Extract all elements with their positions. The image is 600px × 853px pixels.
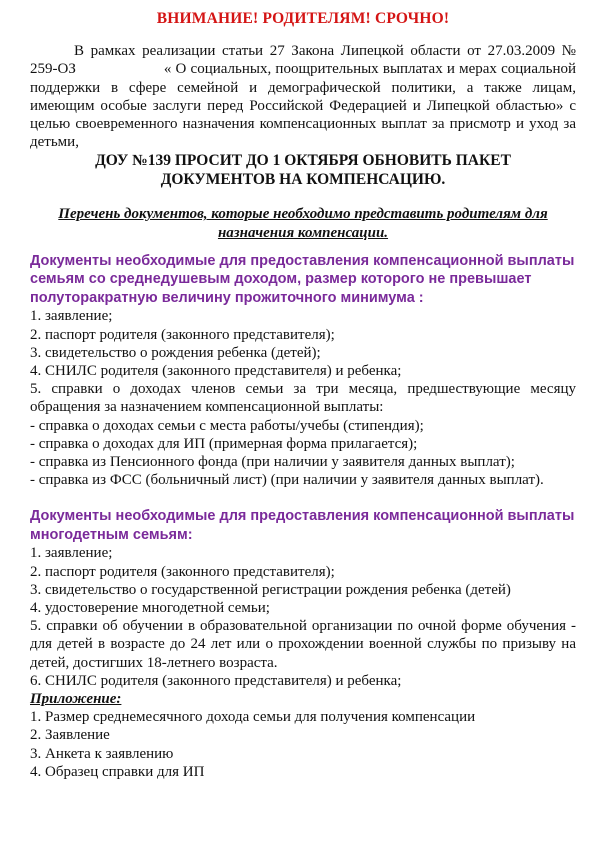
section2-list bbox=[30, 544, 576, 690]
list-item: 1. заявление; bbox=[30, 545, 113, 562]
headline-line2: ДОКУМЕНТОВ НА КОМПЕНСАЦИЮ. bbox=[160, 171, 446, 189]
annex-list bbox=[30, 708, 576, 781]
list-item: 4. Образец справки для ИП bbox=[30, 763, 205, 780]
list-item: 5. справки о доходах членов семьи за три месяца, предшествующие месяцу обращения за назначением компенсационной выплаты: bbox=[30, 381, 576, 416]
annex-title: Приложение: bbox=[30, 690, 122, 707]
documents-list-title: Перечень документов, которые необходимо представить родителям для назначения компенсации. bbox=[58, 206, 548, 241]
list-item: 2. паспорт родителя (законного представителя); bbox=[30, 326, 335, 343]
list-item: - справка из Пенсионного фонда (при наличии у заявителя данных выплат); bbox=[30, 453, 515, 470]
list-item: 3. свидетельство о рождения ребенка (детей); bbox=[30, 344, 321, 361]
section1-list bbox=[30, 307, 576, 489]
headline bbox=[30, 151, 576, 189]
list-item: 1. заявление; bbox=[30, 308, 113, 325]
headline-line1: ДОУ №139 ПРОСИТ ДО 1 ОКТЯБРЯ ОБНОВИТЬ ПАКЕТ bbox=[95, 152, 511, 170]
list-item: 5. справки об обучении в образовательной организации по очной форме обучения - для детей в возрасте до 24 лет или о прохождении военной службы по призыву на детей, достигших 18-летнего возраста. bbox=[30, 618, 576, 671]
list-item: - справка о доходах семьи с места работы/учебы (стипендия); bbox=[30, 417, 424, 434]
list-item: - справка из ФСС (больничный лист) (при наличии у заявителя данных выплат). bbox=[30, 472, 544, 489]
section2-heading: Документы необходимые для предоставления компенсационной выплаты многодетным семьям: bbox=[30, 508, 575, 543]
list-item: 4. СНИЛС родителя (законного представителя) и ребенка; bbox=[30, 362, 402, 379]
list-item: 3. Анкета к заявлению bbox=[30, 745, 174, 762]
section1-heading: Документы необходимые для предоставления компенсационной выплаты семьям со среднедушевым доходом, размер которого не превышает полуторакратную величину прожиточного минимума : bbox=[30, 252, 575, 306]
list-item: 2. Заявление bbox=[30, 727, 110, 744]
list-item: 2. паспорт родителя (законного представителя); bbox=[30, 563, 335, 580]
list-item: 1. Размер среднемесячного дохода семьи для получения компенсации bbox=[30, 709, 476, 726]
list-item: 3. свидетельство о государственной регистрации рождения ребенка (детей) bbox=[30, 581, 511, 598]
list-item: - справка о доходах для ИП (примерная форма прилагается); bbox=[30, 435, 418, 452]
intro-text-part2: « О социальных, поощрительных выплатах и мерах социальной поддержки в сфере семейной и демографической политики, а также лицам, имеющим особые заслуги перед Российской Федерацией и Липецкой областью» с целью своевременного назначения компенсационных выплат за присмотр и уход за детьми, bbox=[30, 61, 576, 151]
alert-title: ВНИМАНИЕ! РОДИТЕЛЯМ! СРОЧНО! bbox=[156, 10, 450, 27]
list-item: 6. СНИЛС родителя (законного представителя) и ребенка; bbox=[30, 672, 402, 689]
intro-text-part1: В рамках реализации статьи 27 Закона Липецкой области от 27.03.2009 № 259-ОЗ bbox=[30, 43, 576, 78]
spacer bbox=[30, 489, 576, 507]
list-item: 4. удостоверение многодетной семьи; bbox=[30, 599, 270, 616]
intro-paragraph bbox=[30, 42, 576, 151]
